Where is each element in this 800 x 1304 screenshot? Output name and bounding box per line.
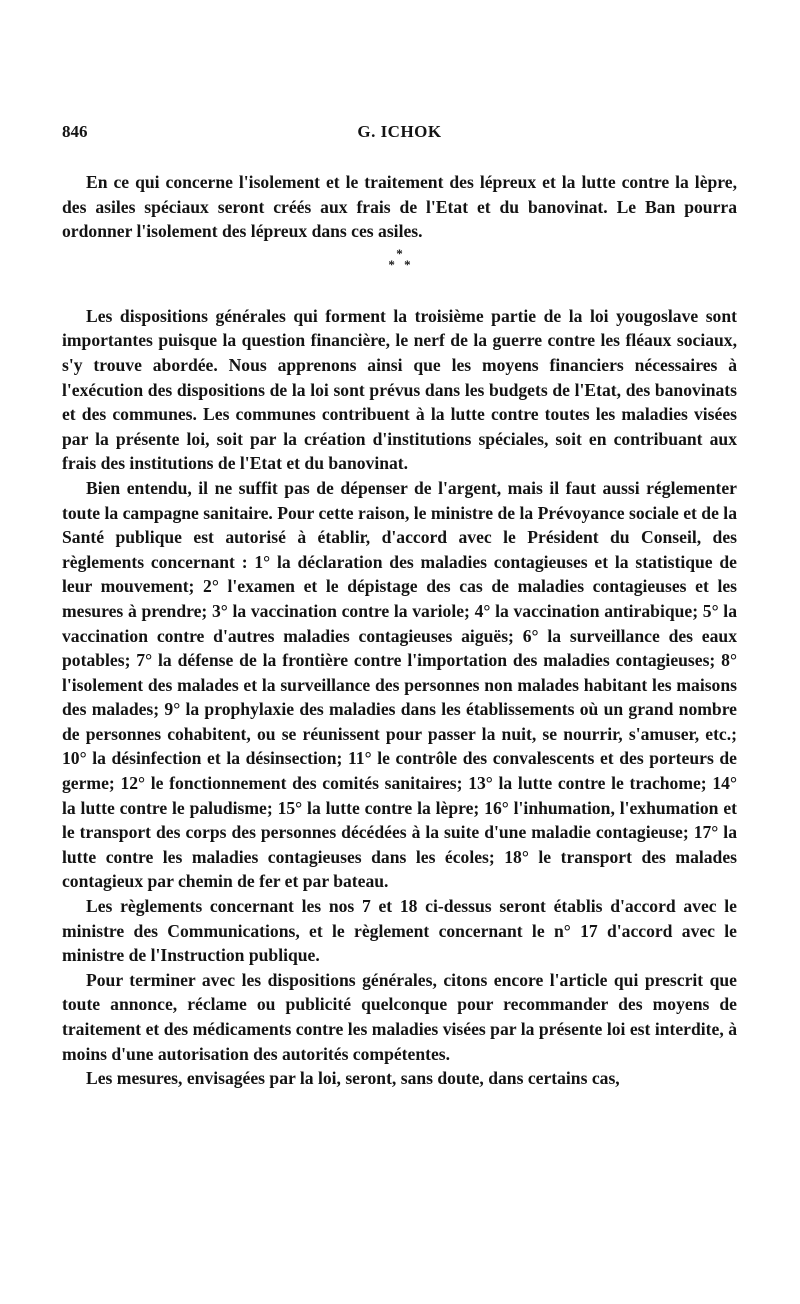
running-head	[62, 122, 737, 146]
body-text	[62, 170, 737, 1091]
section-asterism	[62, 245, 737, 272]
paragraph-advertising-ban: Pour terminer avec les dispositions générales, citons encore l'article qui prescrit que toute annonce, réclame ou publicité quelconque pour recommander des moyens de traitement et des médicaments contre les maladies visées par la présente loi est interdite, à moins d'une autorisation des autorités compétentes.	[62, 969, 737, 1064]
paragraph-measures: Les mesures, envisagées par la loi, seront, sans doute, dans certains cas,	[86, 1068, 620, 1089]
paragraph-regulations-ministers: Les règlements concernant les nos 7 et 18 ci-dessus seront établis d'accord avec le ministre des Communications, et le règlement concernant le n° 17 d'accord avec le ministre de l'Instruction publique.	[62, 896, 737, 966]
paragraph-sanitary-regulations: Bien entendu, il ne suffit pas de dépenser de l'argent, mais il faut aussi réglementer toute la campagne sanitaire. Pour cette raison, le ministre de la Prévoyance sociale et de la Santé publique est autorisé à établir, d'accord avec le Président du Conseil, des règlements concernant : 1° la déclaration des maladies contagieuses et la statistique de leur mouvement; 2° l'examen et le dépistage des cas de maladies contagieuses et les mesures à prendre; 3° la vaccination contre la variole; 4° la vaccination antirabique; 5° la vaccination contre d'autres maladies contagieuses aiguës; 6° la surveillance des eaux potables; 7° la défense de la frontière contre l'importation des maladies contagieuses; 8° l'isolement des malades et la surveillance des personnes non malades habitant les maisons des malades; 9° la prophylaxie des maladies dans les établissements où un grand nombre de personnes cohabitent, ou se réunissent pour passer la nuit, se nourrir, s'amuser, etc.; 10° la désinfection et la désinsection; 11° le contrôle des convalescents et des porteurs de germe; 12° le fonctionnement des comités sanitaires; 13° la lutte contre le trachome; 14° la lutte contre le paludisme; 15° la lutte contre la lèpre; 16° l'inhumation, l'exhumation et le transport des corps des personnes décédées à la suite d'une maladie contagieuse; 17° la lutte contre les maladies contagieuses dans les écoles; 18° le transport des malades contagieux par chemin de fer et par bateau.	[62, 477, 737, 892]
asterism-bottom: * *	[388, 256, 411, 272]
paragraph-general-provisions: Les dispositions générales qui forment la troisième partie de la loi yougoslave sont importantes puisque la question financière, le nerf de la guerre contre les fléaux sociaux, s'y trouve abordée. Nous apprenons ainsi que les moyens financiers nécessaires à l'exécution des dispositions de la loi sont prévus dans les budgets de l'Etat, des banovinats et des communes. Les communes contribuent à la lutte contre toutes les maladies visées par la présente loi, soit par la création d'institutions spéciales, soit en contribuant aux frais des institutions de l'Etat et du banovinat.	[62, 305, 737, 474]
running-title: G. ICHOK	[357, 122, 442, 141]
asterism-top: *	[396, 245, 403, 261]
paragraph-leprosy-isolation: En ce qui concerne l'isolement et le traitement des lépreux et la lutte contre la lèpre, des asiles spéciaux seront créés aux frais de l'Etat et du banovinat. Le Ban pourra ordonner l'isolement des lépreux dans ces asiles.	[62, 172, 737, 242]
book-page	[62, 122, 737, 1091]
page-number: 846	[62, 122, 88, 141]
